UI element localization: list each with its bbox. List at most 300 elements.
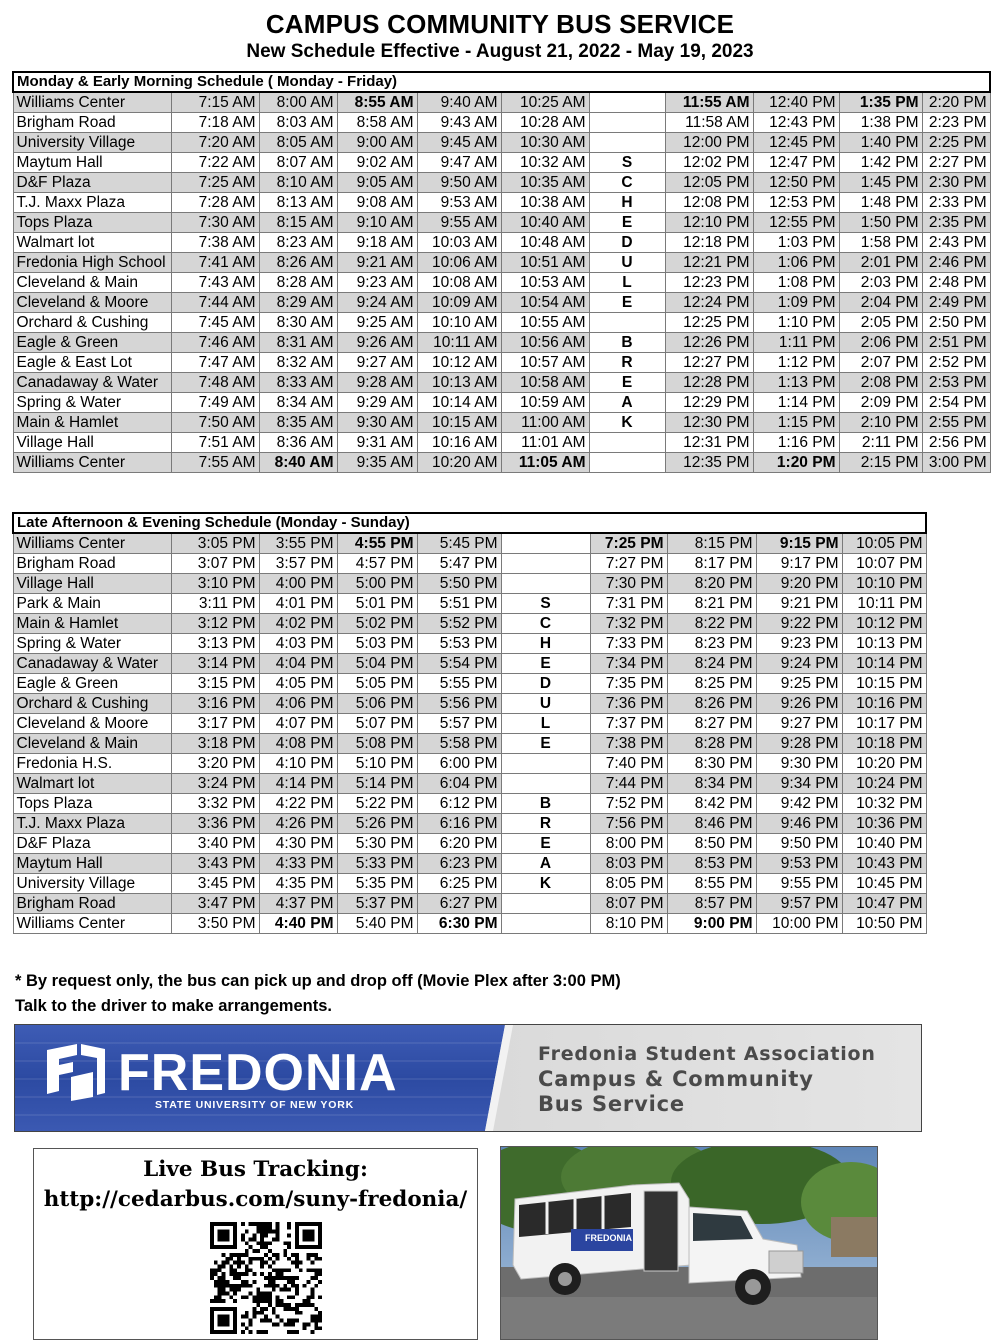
departure-time: 10:10 PM bbox=[842, 574, 926, 594]
departure-time: 8:50 PM bbox=[667, 834, 756, 854]
departure-time: 10:48 AM bbox=[501, 233, 589, 253]
departure-time: 3:14 PM bbox=[171, 654, 259, 674]
qr-code-icon[interactable] bbox=[210, 1222, 322, 1334]
departure-time: 8:23 AM bbox=[259, 233, 337, 253]
departure-time: 7:56 PM bbox=[590, 814, 667, 834]
departure-time: 10:38 AM bbox=[501, 193, 589, 213]
departure-time: 3:57 PM bbox=[259, 554, 337, 574]
departure-time: 4:40 PM bbox=[259, 914, 337, 934]
departure-time: 8:05 PM bbox=[590, 874, 667, 894]
departure-time: 9:53 PM bbox=[756, 854, 842, 874]
departure-time: 2:20 PM bbox=[922, 92, 990, 113]
departure-time: 9:31 AM bbox=[337, 433, 417, 453]
departure-time: 1:03 PM bbox=[753, 233, 839, 253]
departure-time: 9:27 PM bbox=[756, 714, 842, 734]
departure-time: 10:40 PM bbox=[842, 834, 926, 854]
stop-name-university-village: University Village bbox=[13, 133, 171, 153]
table-row bbox=[13, 734, 926, 754]
departure-time: 10:16 AM bbox=[417, 433, 501, 453]
table-row bbox=[13, 894, 926, 914]
departure-time: 10:18 PM bbox=[842, 734, 926, 754]
stop-name-d-f-plaza: D&F Plaza bbox=[13, 834, 171, 854]
table-row bbox=[13, 213, 990, 233]
departure-time: 2:43 PM bbox=[922, 233, 990, 253]
table-row bbox=[13, 754, 926, 774]
departure-time: 1:42 PM bbox=[839, 153, 922, 173]
departure-time: 5:35 PM bbox=[337, 874, 417, 894]
table-row bbox=[13, 373, 990, 393]
departure-time: 4:08 PM bbox=[259, 734, 337, 754]
departure-time: 10:30 AM bbox=[501, 133, 589, 153]
departure-time: 5:03 PM bbox=[337, 634, 417, 654]
table-row bbox=[13, 293, 990, 313]
departure-time: 9:00 PM bbox=[667, 914, 756, 934]
departure-time: 8:27 PM bbox=[667, 714, 756, 734]
departure-time: 9:40 AM bbox=[417, 92, 501, 113]
page-title: CAMPUS COMMUNITY BUS SERVICE bbox=[265, 9, 735, 39]
departure-time: 4:37 PM bbox=[259, 894, 337, 914]
departure-time: 2:54 PM bbox=[922, 393, 990, 413]
departure-time: 3:43 PM bbox=[171, 854, 259, 874]
departure-time: 7:25 AM bbox=[171, 173, 259, 193]
table-row bbox=[13, 233, 990, 253]
departure-time: 9:21 AM bbox=[337, 253, 417, 273]
departure-time: 2:30 PM bbox=[922, 173, 990, 193]
departure-time: 10:05 PM bbox=[842, 533, 926, 554]
departure-time: 10:24 PM bbox=[842, 774, 926, 794]
departure-time: 5:40 PM bbox=[337, 914, 417, 934]
departure-time: 10:08 AM bbox=[417, 273, 501, 293]
departure-time: 5:57 PM bbox=[417, 714, 501, 734]
departure-time: 1:35 PM bbox=[839, 92, 922, 113]
departure-time: 3:12 PM bbox=[171, 614, 259, 634]
departure-time: 1:58 PM bbox=[839, 233, 922, 253]
departure-time: 8:33 AM bbox=[259, 373, 337, 393]
departure-time: 12:21 PM bbox=[665, 253, 753, 273]
departure-time: 9:28 PM bbox=[756, 734, 842, 754]
table-row bbox=[13, 253, 990, 273]
departure-time: 4:07 PM bbox=[259, 714, 337, 734]
departure-time: 8:29 AM bbox=[259, 293, 337, 313]
table-row bbox=[13, 634, 926, 654]
stop-name-orchard-cushing: Orchard & Cushing bbox=[13, 313, 171, 333]
table-row bbox=[13, 393, 990, 413]
schedule-break-letter: K bbox=[589, 413, 665, 433]
departure-time: 9:05 AM bbox=[337, 173, 417, 193]
departure-time: 5:10 PM bbox=[337, 754, 417, 774]
departure-time: 2:04 PM bbox=[839, 293, 922, 313]
departure-time: 1:09 PM bbox=[753, 293, 839, 313]
departure-time: 2:56 PM bbox=[922, 433, 990, 453]
departure-time: 12:02 PM bbox=[665, 153, 753, 173]
departure-time: 6:16 PM bbox=[417, 814, 501, 834]
departure-time: 5:00 PM bbox=[337, 574, 417, 594]
departure-time: 10:45 PM bbox=[842, 874, 926, 894]
banner-logo-word: FREDONIA bbox=[118, 1044, 398, 1102]
departure-time: 8:17 PM bbox=[667, 554, 756, 574]
stop-name-orchard-cushing: Orchard & Cushing bbox=[13, 694, 171, 714]
departure-time: 5:37 PM bbox=[337, 894, 417, 914]
departure-time: 9:42 PM bbox=[756, 794, 842, 814]
departure-time: 8:24 PM bbox=[667, 654, 756, 674]
departure-time: 6:23 PM bbox=[417, 854, 501, 874]
request-note: * By request only, the bus can pick up and drop off (Movie Plex after 3:00 PM) bbox=[15, 972, 621, 990]
departure-time: 11:00 AM bbox=[501, 413, 589, 433]
evening-schedule-table bbox=[12, 512, 927, 934]
departure-time: 10:40 AM bbox=[501, 213, 589, 233]
departure-time: 8:26 PM bbox=[667, 694, 756, 714]
departure-time: 1:06 PM bbox=[753, 253, 839, 273]
departure-time: 4:30 PM bbox=[259, 834, 337, 854]
departure-time: 9:50 AM bbox=[417, 173, 501, 193]
departure-time: 3:10 PM bbox=[171, 574, 259, 594]
banner-line-1: Campus & Community bbox=[538, 1067, 814, 1091]
stop-name-canadaway-water: Canadaway & Water bbox=[13, 373, 171, 393]
stop-name-eagle-green: Eagle & Green bbox=[13, 333, 171, 353]
departure-time: 2:49 PM bbox=[922, 293, 990, 313]
departure-time: 1:48 PM bbox=[839, 193, 922, 213]
departure-time: 8:55 PM bbox=[667, 874, 756, 894]
departure-time: 11:55 AM bbox=[665, 92, 753, 113]
departure-time: 10:47 PM bbox=[842, 894, 926, 914]
departure-time: 2:07 PM bbox=[839, 353, 922, 373]
departure-time: 9:29 AM bbox=[337, 393, 417, 413]
departure-time: 8:25 PM bbox=[667, 674, 756, 694]
table-row bbox=[13, 433, 990, 453]
departure-time: 7:44 AM bbox=[171, 293, 259, 313]
departure-time: 4:03 PM bbox=[259, 634, 337, 654]
departure-time: 10:17 PM bbox=[842, 714, 926, 734]
departure-time: 8:30 PM bbox=[667, 754, 756, 774]
table-row bbox=[13, 313, 990, 333]
departure-time: 10:15 PM bbox=[842, 674, 926, 694]
departure-time: 7:44 PM bbox=[590, 774, 667, 794]
stop-name-tops-plaza: Tops Plaza bbox=[13, 213, 171, 233]
stop-name-canadaway-water: Canadaway & Water bbox=[13, 654, 171, 674]
schedule-break-letter: L bbox=[501, 714, 590, 734]
departure-time: 9:34 PM bbox=[756, 774, 842, 794]
schedule-break-letter: B bbox=[589, 333, 665, 353]
departure-time: 10:55 AM bbox=[501, 313, 589, 333]
tracking-url[interactable]: http://cedarbus.com/suny-fredonia/ bbox=[43, 1187, 468, 1212]
departure-time: 9:23 PM bbox=[756, 634, 842, 654]
departure-time: 12:24 PM bbox=[665, 293, 753, 313]
schedule-break-letter: E bbox=[589, 293, 665, 313]
departure-time: 4:26 PM bbox=[259, 814, 337, 834]
schedule-break-letter: D bbox=[589, 233, 665, 253]
departure-time: 1:08 PM bbox=[753, 273, 839, 293]
departure-time: 8:57 PM bbox=[667, 894, 756, 914]
departure-time: 4:35 PM bbox=[259, 874, 337, 894]
departure-time: 7:49 AM bbox=[171, 393, 259, 413]
departure-time: 8:28 AM bbox=[259, 273, 337, 293]
departure-time: 2:46 PM bbox=[922, 253, 990, 273]
departure-time: 8:07 PM bbox=[590, 894, 667, 914]
table-row bbox=[13, 574, 926, 594]
schedule-break-letter bbox=[589, 433, 665, 453]
departure-time: 2:05 PM bbox=[839, 313, 922, 333]
departure-time: 7:36 PM bbox=[590, 694, 667, 714]
departure-time: 9:23 AM bbox=[337, 273, 417, 293]
departure-time: 2:03 PM bbox=[839, 273, 922, 293]
banner-line-2: Bus Service bbox=[538, 1092, 685, 1116]
morning-schedule-table bbox=[12, 71, 991, 473]
departure-time: 9:02 AM bbox=[337, 153, 417, 173]
departure-time: 10:53 AM bbox=[501, 273, 589, 293]
departure-time: 8:00 AM bbox=[259, 92, 337, 113]
stop-name-eagle-east-lot: Eagle & East Lot bbox=[13, 353, 171, 373]
schedule-break-letter bbox=[589, 313, 665, 333]
departure-time: 12:53 PM bbox=[753, 193, 839, 213]
departure-time: 1:20 PM bbox=[753, 453, 839, 473]
departure-time: 5:30 PM bbox=[337, 834, 417, 854]
departure-time: 5:14 PM bbox=[337, 774, 417, 794]
departure-time: 12:47 PM bbox=[753, 153, 839, 173]
departure-time: 4:10 PM bbox=[259, 754, 337, 774]
table-row bbox=[13, 874, 926, 894]
departure-time: 1:16 PM bbox=[753, 433, 839, 453]
departure-time: 10:51 AM bbox=[501, 253, 589, 273]
departure-time: 7:28 AM bbox=[171, 193, 259, 213]
departure-time: 1:50 PM bbox=[839, 213, 922, 233]
departure-time: 3:18 PM bbox=[171, 734, 259, 754]
departure-time: 7:18 AM bbox=[171, 113, 259, 133]
departure-time: 10:35 AM bbox=[501, 173, 589, 193]
table-row bbox=[13, 594, 926, 614]
bus-photo bbox=[500, 1146, 878, 1340]
schedule-break-letter: R bbox=[501, 814, 590, 834]
departure-time: 3:40 PM bbox=[171, 834, 259, 854]
departure-time: 12:45 PM bbox=[753, 133, 839, 153]
departure-time: 8:55 AM bbox=[337, 92, 417, 113]
departure-time: 5:07 PM bbox=[337, 714, 417, 734]
departure-time: 5:55 PM bbox=[417, 674, 501, 694]
schedule-break-letter: U bbox=[589, 253, 665, 273]
departure-time: 9:55 AM bbox=[417, 213, 501, 233]
departure-time: 4:04 PM bbox=[259, 654, 337, 674]
departure-time: 2:52 PM bbox=[922, 353, 990, 373]
banner-logo-subtitle: STATE UNIVERSITY OF NEW YORK bbox=[155, 1099, 354, 1111]
stop-name-t-j-maxx-plaza: T.J. Maxx Plaza bbox=[13, 814, 171, 834]
schedule-break-letter bbox=[589, 133, 665, 153]
departure-time: 10:09 AM bbox=[417, 293, 501, 313]
departure-time: 5:52 PM bbox=[417, 614, 501, 634]
stop-name-williams-center: Williams Center bbox=[13, 453, 171, 473]
evening-schedule-title: Late Afternoon & Evening Schedule (Monday - Sunday) bbox=[13, 513, 926, 533]
departure-time: 5:50 PM bbox=[417, 574, 501, 594]
departure-time: 10:50 PM bbox=[842, 914, 926, 934]
table-row bbox=[13, 533, 926, 554]
departure-time: 10:20 PM bbox=[842, 754, 926, 774]
departure-time: 4:05 PM bbox=[259, 674, 337, 694]
schedule-break-letter: S bbox=[501, 594, 590, 614]
table-row bbox=[13, 333, 990, 353]
departure-time: 6:30 PM bbox=[417, 914, 501, 934]
departure-time: 8:58 AM bbox=[337, 113, 417, 133]
departure-time: 8:53 PM bbox=[667, 854, 756, 874]
schedule-break-letter bbox=[589, 453, 665, 473]
table-row bbox=[13, 554, 926, 574]
stop-name-walmart-lot: Walmart lot bbox=[13, 233, 171, 253]
departure-time: 7:41 AM bbox=[171, 253, 259, 273]
departure-time: 10:14 AM bbox=[417, 393, 501, 413]
stop-name-park-main: Park & Main bbox=[13, 594, 171, 614]
departure-time: 8:07 AM bbox=[259, 153, 337, 173]
departure-time: 9:20 PM bbox=[756, 574, 842, 594]
morning-title-row bbox=[13, 72, 990, 92]
departure-time: 1:45 PM bbox=[839, 173, 922, 193]
schedule-break-letter: E bbox=[589, 373, 665, 393]
departure-time: 2:06 PM bbox=[839, 333, 922, 353]
schedule-break-letter: A bbox=[589, 393, 665, 413]
schedule-break-letter: E bbox=[589, 213, 665, 233]
schedule-break-letter bbox=[501, 914, 590, 934]
departure-time: 10:32 AM bbox=[501, 153, 589, 173]
departure-time: 7:52 PM bbox=[590, 794, 667, 814]
table-row bbox=[13, 714, 926, 734]
table-row bbox=[13, 854, 926, 874]
departure-time: 12:26 PM bbox=[665, 333, 753, 353]
schedule-break-letter: C bbox=[501, 614, 590, 634]
departure-time: 1:40 PM bbox=[839, 133, 922, 153]
table-row bbox=[13, 814, 926, 834]
departure-time: 12:25 PM bbox=[665, 313, 753, 333]
schedule-break-letter: D bbox=[501, 674, 590, 694]
schedule-break-letter bbox=[501, 533, 590, 554]
departure-time: 3:17 PM bbox=[171, 714, 259, 734]
departure-time: 4:14 PM bbox=[259, 774, 337, 794]
departure-time: 10:57 AM bbox=[501, 353, 589, 373]
departure-time: 6:27 PM bbox=[417, 894, 501, 914]
fredonia-banner bbox=[14, 1024, 922, 1132]
departure-time: 12:35 PM bbox=[665, 453, 753, 473]
departure-time: 7:20 AM bbox=[171, 133, 259, 153]
bus-side-logo: FREDONIA bbox=[585, 1233, 632, 1243]
departure-time: 9:10 AM bbox=[337, 213, 417, 233]
departure-time: 5:08 PM bbox=[337, 734, 417, 754]
departure-time: 4:01 PM bbox=[259, 594, 337, 614]
stop-name-main-hamlet: Main & Hamlet bbox=[13, 413, 171, 433]
departure-time: 10:12 PM bbox=[842, 614, 926, 634]
departure-time: 7:30 PM bbox=[590, 574, 667, 594]
departure-time: 7:50 AM bbox=[171, 413, 259, 433]
departure-time: 8:35 AM bbox=[259, 413, 337, 433]
departure-time: 2:15 PM bbox=[839, 453, 922, 473]
schedule-break-letter: E bbox=[501, 654, 590, 674]
departure-time: 2:27 PM bbox=[922, 153, 990, 173]
departure-time: 3:05 PM bbox=[171, 533, 259, 554]
departure-time: 3:16 PM bbox=[171, 694, 259, 714]
departure-time: 7:34 PM bbox=[590, 654, 667, 674]
departure-time: 8:34 PM bbox=[667, 774, 756, 794]
departure-time: 8:20 PM bbox=[667, 574, 756, 594]
stop-name-walmart-lot: Walmart lot bbox=[13, 774, 171, 794]
schedule-break-letter: S bbox=[589, 153, 665, 173]
departure-time: 4:55 PM bbox=[337, 533, 417, 554]
departure-time: 7:32 PM bbox=[590, 614, 667, 634]
tracking-label: Live Bus Tracking: bbox=[143, 1157, 368, 1182]
table-row bbox=[13, 413, 990, 433]
departure-time: 2:09 PM bbox=[839, 393, 922, 413]
table-row bbox=[13, 133, 990, 153]
departure-time: 11:01 AM bbox=[501, 433, 589, 453]
table-row bbox=[13, 654, 926, 674]
departure-time: 10:14 PM bbox=[842, 654, 926, 674]
schedule-break-letter bbox=[501, 774, 590, 794]
schedule-break-letter bbox=[501, 554, 590, 574]
table-row bbox=[13, 914, 926, 934]
departure-time: 9:21 PM bbox=[756, 594, 842, 614]
departure-time: 5:51 PM bbox=[417, 594, 501, 614]
departure-time: 3:47 PM bbox=[171, 894, 259, 914]
stop-name-fredonia-high-school: Fredonia High School bbox=[13, 253, 171, 273]
departure-time: 9:45 AM bbox=[417, 133, 501, 153]
departure-time: 2:33 PM bbox=[922, 193, 990, 213]
departure-time: 9:22 PM bbox=[756, 614, 842, 634]
departure-time: 10:12 AM bbox=[417, 353, 501, 373]
schedule-break-letter: K bbox=[501, 874, 590, 894]
departure-time: 12:40 PM bbox=[753, 92, 839, 113]
departure-time: 2:51 PM bbox=[922, 333, 990, 353]
banner-org-name: Fredonia Student Association bbox=[538, 1043, 876, 1065]
departure-time: 8:21 PM bbox=[667, 594, 756, 614]
schedule-break-letter: A bbox=[501, 854, 590, 874]
stop-name-tops-plaza: Tops Plaza bbox=[13, 794, 171, 814]
departure-time: 9:26 AM bbox=[337, 333, 417, 353]
departure-time: 3:55 PM bbox=[259, 533, 337, 554]
departure-time: 9:30 PM bbox=[756, 754, 842, 774]
departure-time: 8:13 AM bbox=[259, 193, 337, 213]
schedule-break-letter: H bbox=[501, 634, 590, 654]
departure-time: 9:30 AM bbox=[337, 413, 417, 433]
departure-time: 9:53 AM bbox=[417, 193, 501, 213]
departure-time: 10:59 AM bbox=[501, 393, 589, 413]
table-row bbox=[13, 674, 926, 694]
table-row bbox=[13, 453, 990, 473]
departure-time: 8:03 AM bbox=[259, 113, 337, 133]
departure-time: 2:10 PM bbox=[839, 413, 922, 433]
departure-time: 8:10 AM bbox=[259, 173, 337, 193]
departure-time: 5:01 PM bbox=[337, 594, 417, 614]
departure-time: 2:55 PM bbox=[922, 413, 990, 433]
departure-time: 5:58 PM bbox=[417, 734, 501, 754]
departure-time: 8:10 PM bbox=[590, 914, 667, 934]
schedule-break-letter bbox=[589, 113, 665, 133]
departure-time: 9:35 AM bbox=[337, 453, 417, 473]
departure-time: 10:25 AM bbox=[501, 92, 589, 113]
departure-time: 7:51 AM bbox=[171, 433, 259, 453]
morning-schedule-title: Monday & Early Morning Schedule ( Monday - Friday) bbox=[13, 72, 990, 92]
departure-time: 9:18 AM bbox=[337, 233, 417, 253]
departure-time: 12:30 PM bbox=[665, 413, 753, 433]
departure-time: 5:53 PM bbox=[417, 634, 501, 654]
schedule-break-letter bbox=[501, 754, 590, 774]
departure-time: 3:36 PM bbox=[171, 814, 259, 834]
departure-time: 10:03 AM bbox=[417, 233, 501, 253]
live-tracking-box bbox=[33, 1148, 478, 1340]
departure-time: 7:45 AM bbox=[171, 313, 259, 333]
departure-time: 10:16 PM bbox=[842, 694, 926, 714]
departure-time: 10:13 AM bbox=[417, 373, 501, 393]
table-row bbox=[13, 153, 990, 173]
stop-name-brigham-road: Brigham Road bbox=[13, 113, 171, 133]
departure-time: 10:28 AM bbox=[501, 113, 589, 133]
page-subtitle: New Schedule Effective - August 21, 2022 - May 19, 2023 bbox=[246, 41, 754, 62]
departure-time: 5:22 PM bbox=[337, 794, 417, 814]
departure-time: 1:38 PM bbox=[839, 113, 922, 133]
departure-time: 12:28 PM bbox=[665, 373, 753, 393]
table-row bbox=[13, 92, 990, 113]
